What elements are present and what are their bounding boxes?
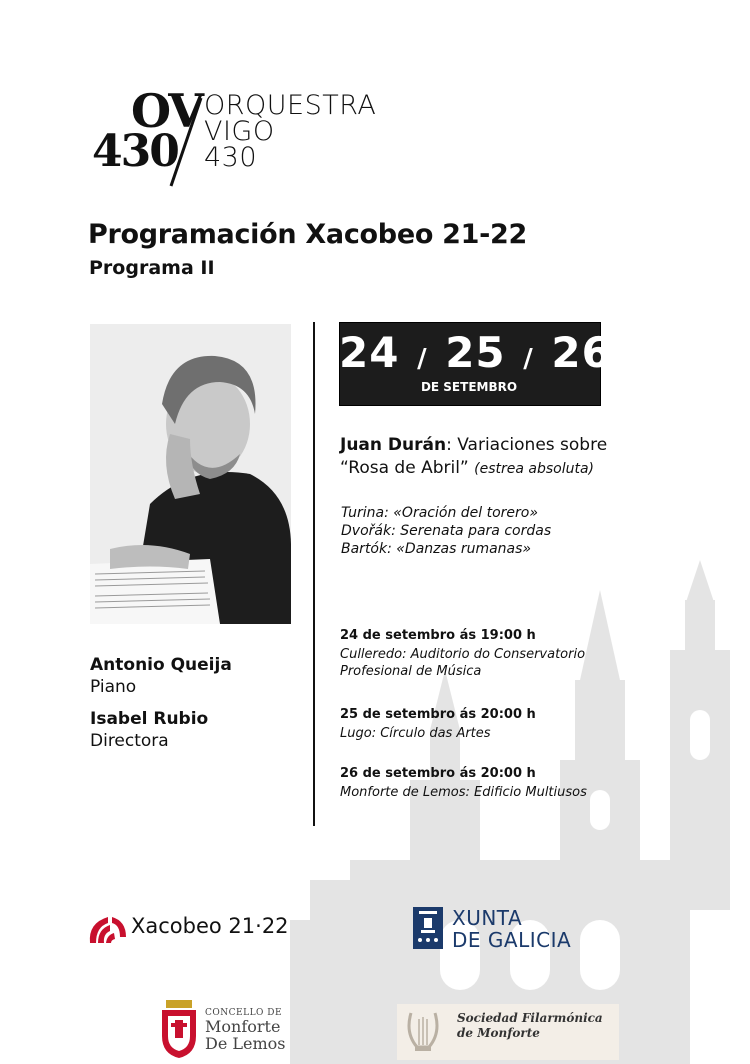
event-venue-name: : Círculo das Artes xyxy=(371,726,491,741)
event-1 xyxy=(340,628,585,680)
page-title: Programación Xacobeo 21-22 xyxy=(88,219,528,250)
lyre-icon xyxy=(403,1007,443,1057)
xacobeo-logo-text: Xacobeo 21·22 xyxy=(131,914,289,938)
main-colon: : xyxy=(446,435,452,455)
concello-line2: Monforte xyxy=(205,1017,281,1036)
xunta-logo-text xyxy=(452,907,571,951)
work-title: : «Danzas rumanas» xyxy=(387,541,532,557)
event-2 xyxy=(340,707,536,742)
vertical-divider xyxy=(313,322,315,826)
logo-line-vigo: VIGO xyxy=(204,116,275,147)
works-list xyxy=(341,504,551,558)
work-composer: Turina xyxy=(341,505,385,521)
work-composer: Dvořák xyxy=(341,523,392,539)
filarmonica-logo-text xyxy=(457,1011,603,1041)
event-venue xyxy=(340,784,587,801)
concello-line1: CONCELLO DE xyxy=(205,1008,283,1018)
event-venue-name: : Auditorio do Conservatorio xyxy=(402,647,586,662)
monforte-coat-of-arms-icon xyxy=(158,996,200,1060)
logo-wordmark xyxy=(204,90,377,173)
event-city: Lugo xyxy=(340,726,372,741)
date-month: DE SETEMBRO xyxy=(420,380,518,394)
main-work xyxy=(340,434,607,481)
event-venue xyxy=(340,646,585,663)
logo-mark-430: 430 xyxy=(92,126,178,177)
event-3 xyxy=(340,766,587,801)
xunta-shield-icon xyxy=(412,906,444,950)
pianist-illustration xyxy=(90,324,291,624)
artist-role: Piano xyxy=(90,677,137,697)
event-date: 25 de setembro ás 20:00 h xyxy=(340,707,536,722)
work-item xyxy=(341,540,551,558)
date-separator-2: / xyxy=(523,344,534,374)
main-composer: Juan Durán xyxy=(340,435,447,455)
logo-line-orquestra: ORQUESTRA xyxy=(204,90,377,121)
event-date: 24 de setembro ás 19:00 h xyxy=(340,628,536,643)
event-venue-name: : Edificio Multiusos xyxy=(465,785,587,800)
xacobeo-shell-icon xyxy=(88,913,128,949)
date-day-1: 24 xyxy=(339,328,400,377)
concello-logo-text xyxy=(205,1008,286,1052)
date-separator-1: / xyxy=(417,344,428,374)
concello-line3: De Lemos xyxy=(205,1034,286,1053)
event-venue xyxy=(340,725,536,742)
main-work-title-1: Variaciones sobre xyxy=(451,435,608,455)
work-title: : Serenata para cordas xyxy=(391,523,552,539)
event-date: 26 de setembro ás 20:00 h xyxy=(340,766,536,781)
premiere-note: (estrea absoluta) xyxy=(474,461,595,477)
date-numbers xyxy=(339,328,612,377)
filarmonica-line1: Sociedad Filarmónica xyxy=(457,1011,603,1025)
work-item xyxy=(341,504,551,522)
event-venue-line2: Profesional de Música xyxy=(340,664,482,679)
artist-role: Directora xyxy=(90,731,169,751)
artist-name: Antonio Queija xyxy=(90,655,232,675)
page-subtitle: Programa II xyxy=(89,257,215,279)
artist-name: Isabel Rubio xyxy=(90,709,209,729)
date-day-3: 26 xyxy=(551,328,612,377)
work-item xyxy=(341,522,551,540)
filarmonica-line2: de Monforte xyxy=(457,1026,540,1040)
event-city: Culleredo xyxy=(340,647,403,662)
work-title: : «Oración del torero» xyxy=(384,505,538,521)
logo-mark-ov: OV xyxy=(131,84,202,138)
pianist-photo xyxy=(90,324,291,624)
main-work-title-2: “Rosa de Abril” xyxy=(340,458,469,478)
xunta-line1: XUNTA xyxy=(452,906,523,930)
event-city: Monforte de Lemos xyxy=(340,785,466,800)
xunta-line2: DE GALICIA xyxy=(452,928,572,952)
work-composer: Bartók xyxy=(341,541,388,557)
logo-line-430: 430 xyxy=(204,142,258,173)
date-day-2: 25 xyxy=(445,328,506,377)
